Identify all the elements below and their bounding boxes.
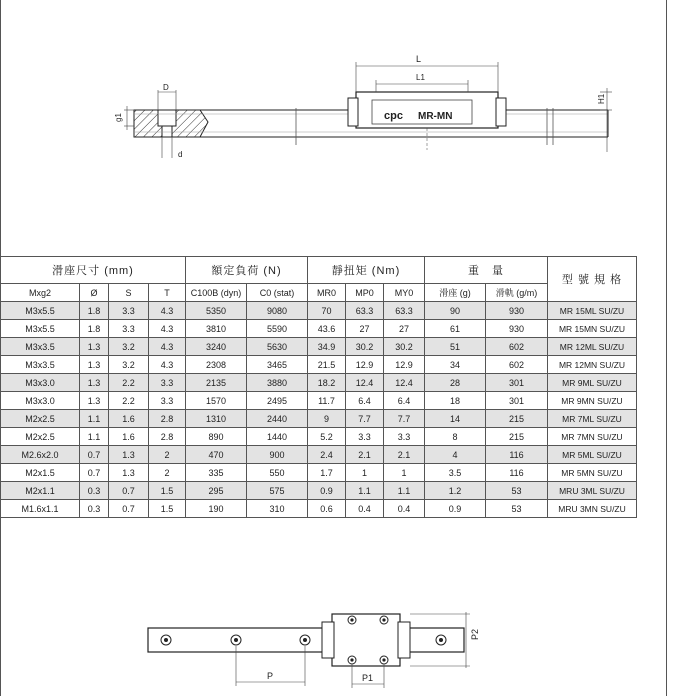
table-cell: 0.9 (425, 500, 486, 518)
model-cell: MRU 3MN SU/ZU (548, 500, 637, 518)
table-row (1, 320, 637, 338)
table-cell: 215 (486, 410, 548, 428)
table-cell: 12.9 (384, 356, 425, 374)
table-cell: 1.2 (425, 482, 486, 500)
table-cell: 3.3 (109, 302, 149, 320)
column-header: C0 (stat) (247, 284, 308, 302)
table-cell: M3x3.5 (1, 356, 80, 374)
table-row (1, 374, 637, 392)
dim-H1-label: H1 (597, 93, 606, 104)
table-cell: M3x3.0 (1, 392, 80, 410)
table-row (1, 338, 637, 356)
table-cell: 1.1 (80, 410, 109, 428)
table-cell: 1.1 (80, 428, 109, 446)
table-cell: 1.5 (149, 482, 186, 500)
table-cell: 3.5 (425, 464, 486, 482)
model-cell: MR 5ML SU/ZU (548, 446, 637, 464)
table-cell: 53 (486, 482, 548, 500)
table-cell: 0.7 (109, 500, 149, 518)
dim-L-label: L (416, 54, 422, 64)
column-header: S (109, 284, 149, 302)
table-cell: 2440 (247, 410, 308, 428)
table-cell: 900 (247, 446, 308, 464)
table-cell: 43.6 (308, 320, 346, 338)
column-header: T (149, 284, 186, 302)
table-row (1, 392, 637, 410)
table-cell: 310 (247, 500, 308, 518)
model-cell: MR 9MN SU/ZU (548, 392, 637, 410)
table-cell: 0.6 (308, 500, 346, 518)
table-cell: 27 (384, 320, 425, 338)
table-cell: 190 (186, 500, 247, 518)
table-cell: 0.7 (80, 446, 109, 464)
table-cell: 575 (247, 482, 308, 500)
dim-D-label: D (163, 83, 169, 92)
table-cell: 12.9 (346, 356, 384, 374)
table-cell: M2x1.1 (1, 482, 80, 500)
dim-d-label: d (178, 150, 183, 159)
table-cell: 0.3 (80, 482, 109, 500)
table-row (1, 428, 637, 446)
table-cell: 1.3 (109, 464, 149, 482)
table-cell: M2x2.5 (1, 428, 80, 446)
table-cell: 2 (149, 464, 186, 482)
slider-block-top (332, 614, 400, 666)
table-cell: 1.3 (109, 446, 149, 464)
table-cell: M2x1.5 (1, 464, 80, 482)
table-row (1, 356, 637, 374)
table-cell: 5630 (247, 338, 308, 356)
table-cell: 1310 (186, 410, 247, 428)
dim-P-label: P (267, 671, 274, 681)
table-cell: M3x5.5 (1, 320, 80, 338)
model-cell: MR 15ML SU/ZU (548, 302, 637, 320)
table-cell: 2.1 (384, 446, 425, 464)
table-cell: 1.3 (80, 374, 109, 392)
table-cell: 5590 (247, 320, 308, 338)
table-cell: 90 (425, 302, 486, 320)
table-cell: 1.3 (80, 338, 109, 356)
table-cell: 2.2 (109, 374, 149, 392)
table-cell: 301 (486, 392, 548, 410)
table-cell: M2x2.5 (1, 410, 80, 428)
table-row (1, 410, 637, 428)
model-cell: MR 12MN SU/ZU (548, 356, 637, 374)
table-cell: 18.2 (308, 374, 346, 392)
table-cell: M1.6x1.1 (1, 500, 80, 518)
group-header-moment: 靜扭矩 (Nm) (308, 257, 425, 284)
table-row (1, 302, 637, 320)
table-cell: M3x3.0 (1, 374, 80, 392)
table-cell: 14 (425, 410, 486, 428)
table-cell: 63.3 (346, 302, 384, 320)
table-cell: 1.6 (109, 410, 149, 428)
table-cell: 6.4 (384, 392, 425, 410)
column-header: MP0 (346, 284, 384, 302)
table-cell: 3.2 (109, 356, 149, 374)
table-cell: 2 (149, 446, 186, 464)
table-cell: 21.5 (308, 356, 346, 374)
table-cell: 27 (346, 320, 384, 338)
table-cell: 1.6 (109, 428, 149, 446)
table-cell: 6.4 (346, 392, 384, 410)
top-view-drawing (0, 590, 684, 696)
table-row (1, 482, 637, 500)
table-cell: 18 (425, 392, 486, 410)
table-cell: 0.9 (308, 482, 346, 500)
table-cell: 7.7 (346, 410, 384, 428)
table-cell: 2135 (186, 374, 247, 392)
table-cell: 215 (486, 428, 548, 446)
table-cell: 5350 (186, 302, 247, 320)
group-header-weight: 重 量 (425, 257, 548, 284)
table-cell: 890 (186, 428, 247, 446)
bolt-hole (162, 126, 172, 137)
table-cell: 9080 (247, 302, 308, 320)
column-header: 滑軌 (g/m) (486, 284, 548, 302)
table-cell: 602 (486, 338, 548, 356)
table-cell: 1 (346, 464, 384, 482)
table-cell: 3880 (247, 374, 308, 392)
table-cell: 30.2 (384, 338, 425, 356)
table-cell: 1570 (186, 392, 247, 410)
table-cell: 3.3 (346, 428, 384, 446)
table-cell: 2308 (186, 356, 247, 374)
model-cell: MR 5MN SU/ZU (548, 464, 637, 482)
table-cell: 0.7 (109, 482, 149, 500)
table-cell: 3465 (247, 356, 308, 374)
table-cell: 116 (486, 446, 548, 464)
table-cell: 0.7 (80, 464, 109, 482)
table-cell: 3240 (186, 338, 247, 356)
table-cell: 61 (425, 320, 486, 338)
table-cell: 930 (486, 302, 548, 320)
model-cell: MR 12ML SU/ZU (548, 338, 637, 356)
table-cell: 301 (486, 374, 548, 392)
table-cell: M3x3.5 (1, 338, 80, 356)
group-header-rated-load: 額定負荷 (N) (186, 257, 308, 284)
side-view-drawing (0, 0, 684, 170)
model-cell: MRU 3ML SU/ZU (548, 482, 637, 500)
column-header: C100B (dyn) (186, 284, 247, 302)
counterbore-hole (158, 110, 176, 126)
column-header: Mxg2 (1, 284, 80, 302)
table-cell: 0.4 (384, 500, 425, 518)
model-cell: MR 9ML SU/ZU (548, 374, 637, 392)
table-cell: M2.6x2.0 (1, 446, 80, 464)
table-row (1, 500, 637, 518)
table-cell: 28 (425, 374, 486, 392)
table-cell: 0.3 (80, 500, 109, 518)
model-label: MR-MN (418, 111, 453, 122)
table-cell: 550 (247, 464, 308, 482)
brand-label: cpc (384, 110, 403, 122)
column-header: 滑座 (g) (425, 284, 486, 302)
dim-P1-label: P1 (362, 673, 374, 683)
dim-L1-label: L1 (416, 73, 425, 82)
table-cell: 9 (308, 410, 346, 428)
table-cell: 3810 (186, 320, 247, 338)
table-cell: 602 (486, 356, 548, 374)
table-cell: 11.7 (308, 392, 346, 410)
table-cell: M3x5.5 (1, 302, 80, 320)
table-cell: 1.7 (308, 464, 346, 482)
table-cell: 3.3 (149, 374, 186, 392)
table-cell: 4 (425, 446, 486, 464)
table-cell: 2495 (247, 392, 308, 410)
table-cell: 2.2 (109, 392, 149, 410)
table-cell: 1.3 (80, 392, 109, 410)
table-cell: 116 (486, 464, 548, 482)
table-body (1, 302, 637, 518)
table-cell: 1.8 (80, 302, 109, 320)
table-cell: 34 (425, 356, 486, 374)
table-cell: 3.3 (109, 320, 149, 338)
column-header: MY0 (384, 284, 425, 302)
dim-P2-label: P2 (470, 628, 480, 640)
spec-table (0, 256, 637, 518)
column-header: MR0 (308, 284, 346, 302)
table-cell: 2.8 (149, 410, 186, 428)
table-cell: 3.3 (384, 428, 425, 446)
table-cell: 470 (186, 446, 247, 464)
table-cell: 63.3 (384, 302, 425, 320)
table-cell: 34.9 (308, 338, 346, 356)
dim-g1-label: g1 (114, 113, 123, 122)
table-cell: 0.4 (346, 500, 384, 518)
model-cell: MR 15MN SU/ZU (548, 320, 637, 338)
table-cell: 295 (186, 482, 247, 500)
table-cell: 7.7 (384, 410, 425, 428)
table-cell: 1.3 (80, 356, 109, 374)
sub-header-row (1, 284, 637, 302)
table-cell: 4.3 (149, 320, 186, 338)
table-cell: 8 (425, 428, 486, 446)
table-cell: 2.1 (346, 446, 384, 464)
table-cell: 335 (186, 464, 247, 482)
table-cell: 12.4 (346, 374, 384, 392)
table-cell: 4.3 (149, 356, 186, 374)
table-cell: 70 (308, 302, 346, 320)
table-row (1, 464, 637, 482)
table-cell: 1440 (247, 428, 308, 446)
table-cell: 1.1 (384, 482, 425, 500)
table-cell: 30.2 (346, 338, 384, 356)
table-cell: 1.5 (149, 500, 186, 518)
table-cell: 53 (486, 500, 548, 518)
table-cell: 51 (425, 338, 486, 356)
table-cell: 4.3 (149, 338, 186, 356)
column-header: Ø (80, 284, 109, 302)
table-cell: 4.3 (149, 302, 186, 320)
model-cell: MR 7ML SU/ZU (548, 410, 637, 428)
group-header-block-size: 滑座尺寸 (mm) (1, 257, 186, 284)
model-cell: MR 7MN SU/ZU (548, 428, 637, 446)
table-cell: 1.8 (80, 320, 109, 338)
table-cell: 3.3 (149, 392, 186, 410)
table-cell: 2.8 (149, 428, 186, 446)
group-header-model: 型 號 規 格 (548, 257, 637, 302)
table-cell: 5.2 (308, 428, 346, 446)
table-cell: 12.4 (384, 374, 425, 392)
table-cell: 930 (486, 320, 548, 338)
table-row (1, 446, 637, 464)
table-cell: 1 (384, 464, 425, 482)
table-cell: 3.2 (109, 338, 149, 356)
table-cell: 2.4 (308, 446, 346, 464)
table-cell: 1.1 (346, 482, 384, 500)
